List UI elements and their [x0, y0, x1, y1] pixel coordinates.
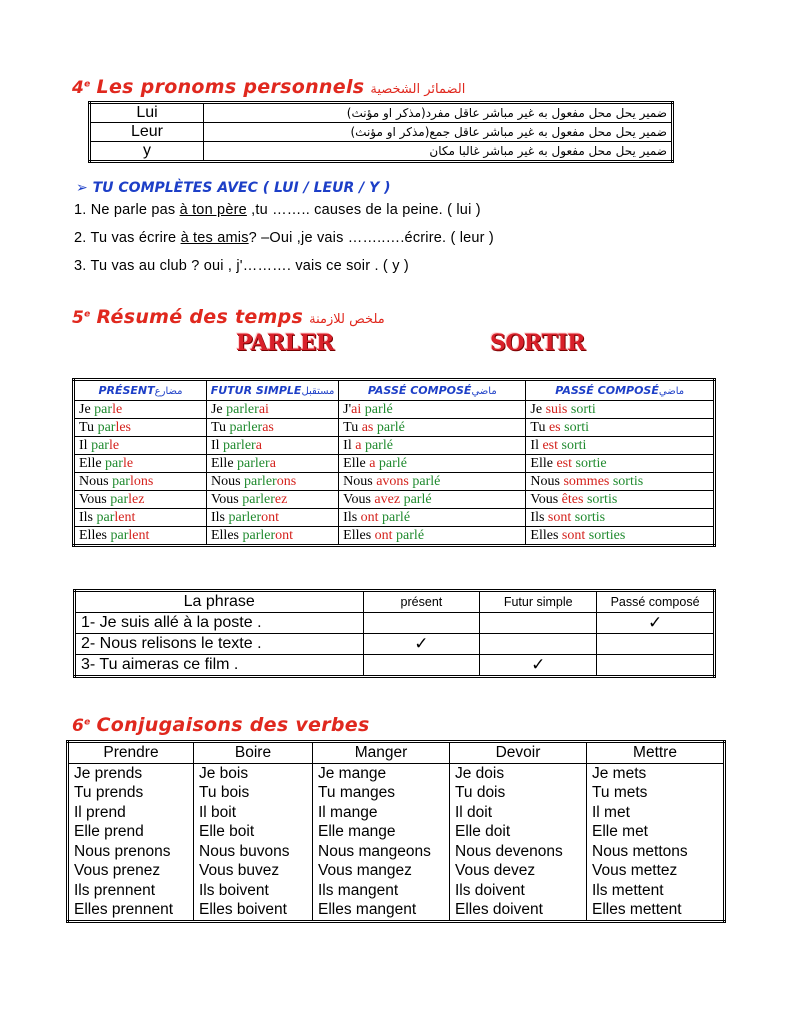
- verb-ending: lent: [114, 509, 136, 525]
- conjugation-cell: Nous mettons: [587, 842, 725, 862]
- tense-cell: [206, 527, 338, 546]
- tense-cell: [526, 419, 715, 437]
- phrase-text: 3- Tu aimeras ce film .: [75, 655, 364, 677]
- subject-pronoun: Nous: [210, 473, 245, 489]
- tense-cell: [74, 401, 207, 419]
- tense-cell: [74, 473, 207, 491]
- tense-row: [74, 473, 715, 491]
- past-participle: parlé: [361, 437, 393, 453]
- conjugation-cell: Elle prend: [68, 823, 194, 843]
- phrase-text: 1- Je suis allé à la poste .: [75, 613, 364, 634]
- tense-header-ar: ماضي: [658, 386, 685, 397]
- verb-root: par: [112, 473, 130, 489]
- verb-ending: ai: [258, 401, 269, 417]
- conjugation-cell: Elle boit: [194, 823, 313, 843]
- verb-stem: [211, 420, 262, 435]
- verb-stem: [79, 402, 112, 417]
- section-4-title: 4e Les pronoms personnels الضمائر الشخصية: [72, 76, 466, 98]
- phrase-header: présent: [363, 591, 480, 613]
- subject-pronoun: Elle: [210, 455, 238, 471]
- tense-header: [526, 380, 715, 401]
- verb-stem: [79, 528, 128, 543]
- tense-check-cell: [480, 634, 597, 655]
- verb-ending: ont: [275, 527, 294, 543]
- tense-header-ar: مستقبل: [301, 386, 335, 397]
- tense-cell: [206, 491, 338, 509]
- verb-ending: le: [108, 437, 120, 453]
- conjugation-cell: Elle mange: [313, 823, 450, 843]
- pronoun-cell: Lui: [90, 103, 204, 123]
- subject-pronoun: Ils: [79, 509, 97, 525]
- subject-pronoun: Tu: [530, 419, 549, 435]
- past-participle: sortis: [609, 473, 644, 489]
- tense-check-cell: [597, 613, 715, 634]
- subject-pronoun: Ils: [210, 509, 229, 525]
- auxiliary-verb: avons: [376, 473, 409, 489]
- conjugation-cell: Vous buvez: [194, 862, 313, 882]
- past-participle: sortis: [583, 491, 618, 507]
- verb-stem: [211, 474, 277, 489]
- tense-cell: [206, 419, 338, 437]
- tense-cell: [526, 527, 715, 546]
- conjugation-cell: Tu prends: [68, 784, 194, 804]
- subject-pronoun: Vous: [210, 491, 243, 507]
- tense-check-cell: [597, 655, 715, 677]
- tense-cell: [339, 401, 526, 419]
- conjugation-cell: Je mets: [587, 764, 725, 784]
- auxiliary-verb: avez: [374, 491, 401, 507]
- conjugation-cell: Ils mettent: [587, 881, 725, 901]
- subject-pronoun: Elles: [530, 527, 562, 543]
- verb-stem: [211, 492, 275, 507]
- verb-ending: lent: [128, 527, 150, 543]
- exercise-underlined: à ton père: [179, 202, 247, 218]
- conjugation-cell: Vous prenez: [68, 862, 194, 882]
- exercise-item: [74, 258, 409, 274]
- tense-cell: [526, 491, 715, 509]
- conjugation-cell: Tu dois: [450, 784, 587, 804]
- verb-ending: ons: [276, 473, 297, 489]
- verb-ending: as: [262, 419, 274, 435]
- verb-stem: [79, 456, 123, 471]
- tense-cell: [339, 473, 526, 491]
- tense-header: [206, 380, 338, 401]
- conjugation-cell: Il doit: [450, 803, 587, 823]
- past-participle: parlé: [373, 419, 405, 435]
- tense-cell: [526, 509, 715, 527]
- subject-pronoun: Vous: [79, 491, 111, 507]
- tense-cell: [206, 455, 338, 473]
- verb-root: parler: [244, 473, 277, 489]
- conjugation-cell: Tu manges: [313, 784, 450, 804]
- auxiliary-verb: sommes: [563, 473, 610, 489]
- phrase-tense-table: [73, 589, 716, 678]
- conjugation-cell: Elles boivent: [194, 901, 313, 922]
- check-icon: ✓: [647, 613, 663, 632]
- verb-header: Mettre: [587, 742, 725, 764]
- tense-cell: [206, 509, 338, 527]
- phrase-header: Futur simple: [480, 591, 597, 613]
- check-icon: ✓: [531, 655, 546, 674]
- exercise-text: ? –Oui ,je vais ……..….écrire. ( leur ): [248, 230, 494, 246]
- exercise-text: ,tu …….. causes de la peine. ( lui ): [246, 202, 481, 218]
- verb-header: Prendre: [68, 742, 194, 764]
- verb-stem: [211, 402, 259, 417]
- tense-cell: [339, 491, 526, 509]
- auxiliary-verb: ont: [374, 527, 393, 543]
- tense-row: [74, 509, 715, 527]
- subject-pronoun: Elle: [530, 455, 557, 471]
- verb-stem: [79, 510, 114, 525]
- pronoun-cell: Leur: [90, 123, 204, 142]
- conjugation-cell: Tu mets: [587, 784, 725, 804]
- verb-root: par: [97, 419, 116, 435]
- conjugation-cell: Il prend: [68, 803, 194, 823]
- conjugation-cell: Je prends: [68, 764, 194, 784]
- verb-title-parler: PARLER: [236, 330, 334, 356]
- tense-header-ar: مضارع: [154, 386, 183, 397]
- section-5-title: 5e Résumé des temps ملخص للازمنة: [72, 306, 385, 328]
- conjugation-cell: Je dois: [450, 764, 587, 784]
- conjugation-cell: Il mange: [313, 803, 450, 823]
- conjugation-row: [68, 862, 725, 882]
- verb-ending: ez: [274, 491, 288, 507]
- conjugation-row: [68, 784, 725, 804]
- verb-ending: les: [115, 419, 132, 435]
- tense-row: [74, 401, 715, 419]
- tense-cell: [526, 401, 715, 419]
- tense-row: [74, 527, 715, 546]
- verb-ending: le: [112, 401, 123, 417]
- tense-header-fr: FUTUR SIMPLE: [210, 384, 302, 397]
- subject-pronoun: Tu: [79, 419, 98, 435]
- section-6-title: 6e Conjugaisons des verbes: [72, 714, 370, 736]
- past-participle: sortis: [571, 509, 606, 525]
- verb-stem: [211, 456, 270, 471]
- auxiliary-verb: ont: [360, 509, 379, 525]
- tense-summary-table: [72, 378, 716, 547]
- verb-header: Boire: [194, 742, 313, 764]
- conjugation-cell: Vous devez: [450, 862, 587, 882]
- phrase-header: La phrase: [75, 591, 364, 613]
- tense-check-cell: [480, 613, 597, 634]
- conjugation-cell: Vous mettez: [587, 862, 725, 882]
- pronoun-cell: y: [90, 142, 204, 162]
- conjugation-cell: Elles mettent: [587, 901, 725, 922]
- conjugation-row: [68, 901, 725, 922]
- conjugation-table: [66, 740, 726, 923]
- tense-header-fr: PASSÉ COMPOSÉ: [555, 384, 659, 397]
- conjugation-cell: Il boit: [194, 803, 313, 823]
- pronoun-description: ضمير يحل محل مفعول به غير مباشر عاقل جمع(مذكر او مؤنث): [204, 123, 673, 142]
- conjugation-cell: Elles prennent: [68, 901, 194, 922]
- pronoun-description: ضمير يحل محل مفعول به غير مباشر غالبا مكان: [204, 142, 673, 162]
- tense-row: [74, 419, 715, 437]
- tense-header-fr: PASSÉ COMPOSÉ: [367, 384, 472, 397]
- subject-pronoun: Elle: [79, 455, 106, 471]
- verb-root: par: [110, 527, 129, 543]
- verb-stem: [79, 474, 130, 489]
- subject-pronoun: Elles: [343, 527, 375, 543]
- verb-stem: [211, 528, 275, 543]
- subject-pronoun: Nous: [343, 473, 377, 489]
- tense-cell: [339, 437, 526, 455]
- verb-stem: [211, 510, 261, 525]
- conjugation-cell: Vous mangez: [313, 862, 450, 882]
- past-participle: sorti: [560, 419, 590, 435]
- subject-pronoun: Tu: [210, 419, 230, 435]
- subject-pronoun: Je: [210, 401, 227, 417]
- verb-title-sortir: SORTIR: [490, 330, 585, 356]
- past-participle: parlé: [361, 401, 393, 417]
- verb-stem: [79, 420, 115, 435]
- tense-cell: [339, 527, 526, 546]
- phrase-row: [75, 613, 715, 634]
- subject-pronoun: J': [343, 401, 352, 417]
- conjugation-cell: Nous prenons: [68, 842, 194, 862]
- exercise-underlined: à tes amis: [180, 230, 249, 246]
- conjugation-row: [68, 881, 725, 901]
- auxiliary-verb: a: [355, 437, 362, 453]
- verb-root: parler: [226, 401, 259, 417]
- tense-cell: [339, 455, 526, 473]
- verb-root: parler: [229, 419, 263, 435]
- subject-pronoun: Il: [343, 437, 356, 453]
- verb-ending: a: [269, 455, 276, 471]
- auxiliary-verb: est: [556, 455, 573, 471]
- past-participle: parlé: [408, 473, 441, 489]
- past-participle: parlé: [378, 509, 411, 525]
- conjugation-row: [68, 842, 725, 862]
- conjugation-cell: Ils doivent: [450, 881, 587, 901]
- tense-header-fr: PRÉSENT: [98, 384, 155, 397]
- subject-pronoun: Vous: [530, 491, 562, 507]
- verb-root: parler: [237, 455, 270, 471]
- subject-pronoun: Je: [79, 401, 95, 417]
- conjugation-row: [68, 803, 725, 823]
- verb-ending: lons: [129, 473, 154, 489]
- verb-root: par: [105, 455, 123, 471]
- subject-pronoun: Elles: [210, 527, 243, 543]
- subject-pronoun: Elles: [79, 527, 111, 543]
- verb-root: parler: [242, 527, 276, 543]
- tense-cell: [74, 491, 207, 509]
- verb-stem: [79, 438, 109, 453]
- tense-check-cell: [363, 634, 480, 655]
- past-participle: sorti: [567, 401, 596, 417]
- tense-cell: [339, 509, 526, 527]
- past-participle: parlé: [375, 455, 407, 471]
- verb-root: par: [110, 491, 129, 507]
- auxiliary-verb: êtes: [561, 491, 584, 507]
- tense-row: [74, 491, 715, 509]
- subject-pronoun: Il: [79, 437, 92, 453]
- verb-ending: le: [122, 455, 134, 471]
- auxiliary-verb: est: [542, 437, 559, 453]
- tense-cell: [206, 401, 338, 419]
- conjugation-cell: Je mange: [313, 764, 450, 784]
- tense-check-cell: [363, 655, 480, 677]
- verb-ending: lez: [128, 491, 145, 507]
- exercise-heading: ➢ TU COMPLÈTES AVEC ( LUI / LEUR / Y ): [76, 180, 391, 196]
- phrase-header: Passé composé: [597, 591, 715, 613]
- tense-check-cell: [363, 613, 480, 634]
- auxiliary-verb: sont: [561, 527, 586, 543]
- pronoun-row: [90, 123, 673, 142]
- conjugation-cell: Il met: [587, 803, 725, 823]
- pronoun-description: ضمير يحل محل مفعول به غير مباشر عاقل مفرد(مذكر او مؤنث): [204, 103, 673, 123]
- exercise-text: 1. Ne parle pas: [74, 202, 180, 218]
- conjugation-cell: Nous devenons: [450, 842, 587, 862]
- pronoun-row: [90, 142, 673, 162]
- verb-stem: [79, 492, 128, 507]
- conjugation-cell: Elles mangent: [313, 901, 450, 922]
- pronoun-table: [88, 101, 674, 163]
- conjugation-cell: Ils prennent: [68, 881, 194, 901]
- phrase-text: 2- Nous relisons le texte .: [75, 634, 364, 655]
- subject-pronoun: Ils: [343, 509, 361, 525]
- conjugation-cell: Je bois: [194, 764, 313, 784]
- verb-root: parler: [223, 437, 256, 453]
- past-participle: sorties: [585, 527, 626, 543]
- conjugation-cell: Tu bois: [194, 784, 313, 804]
- verb-header: Devoir: [450, 742, 587, 764]
- verb-header: Manger: [313, 742, 450, 764]
- exercise-text: 3. Tu vas au club ? oui , j'………. vais ce soir . ( y ): [74, 258, 409, 274]
- phrase-row: [75, 634, 715, 655]
- tense-header: [339, 380, 526, 401]
- subject-pronoun: Il: [210, 437, 224, 453]
- conjugation-cell: Elles doivent: [450, 901, 587, 922]
- tense-cell: [74, 455, 207, 473]
- past-participle: sortie: [572, 455, 607, 471]
- verb-root: par: [91, 437, 109, 453]
- subject-pronoun: Vous: [343, 491, 375, 507]
- conjugation-cell: Nous buvons: [194, 842, 313, 862]
- auxiliary-verb: es: [548, 419, 561, 435]
- tense-check-cell: [480, 655, 597, 677]
- auxiliary-verb: suis: [545, 401, 568, 417]
- conjugation-row: [68, 823, 725, 843]
- auxiliary-verb: ai: [351, 401, 362, 417]
- conjugation-cell: Nous mangeons: [313, 842, 450, 862]
- subject-pronoun: Il: [530, 437, 543, 453]
- conjugation-cell: Elle met: [587, 823, 725, 843]
- subject-pronoun: Ils: [530, 509, 548, 525]
- subject-pronoun: Nous: [79, 473, 113, 489]
- tense-cell: [206, 437, 338, 455]
- past-participle: parlé: [392, 527, 425, 543]
- verb-root: parler: [228, 509, 262, 525]
- pronoun-row: [90, 103, 673, 123]
- tense-header-ar: ماضي: [471, 386, 497, 397]
- tense-cell: [74, 437, 207, 455]
- tense-cell: [74, 527, 207, 546]
- past-participle: parlé: [400, 491, 432, 507]
- subject-pronoun: Je: [530, 401, 546, 417]
- tense-header: [74, 380, 207, 401]
- verb-ending: ont: [261, 509, 280, 525]
- conjugation-row: [68, 764, 725, 784]
- check-icon: ✓: [414, 634, 429, 653]
- conjugation-cell: Ils boivent: [194, 881, 313, 901]
- auxiliary-verb: as: [361, 419, 374, 435]
- subject-pronoun: Tu: [343, 419, 362, 435]
- phrase-header-row: [75, 591, 715, 613]
- tense-row: [74, 455, 715, 473]
- auxiliary-verb: sont: [547, 509, 572, 525]
- exercise-item: [74, 230, 494, 246]
- tense-row: [74, 437, 715, 455]
- tense-cell: [74, 419, 207, 437]
- tense-cell: [526, 473, 715, 491]
- exercise-item: [74, 202, 481, 218]
- subject-pronoun: Nous: [530, 473, 564, 489]
- verb-root: par: [94, 401, 113, 417]
- tense-cell: [526, 455, 715, 473]
- subject-pronoun: Elle: [343, 455, 370, 471]
- conjugation-cell: Ils mangent: [313, 881, 450, 901]
- verb-root: par: [96, 509, 115, 525]
- verb-ending: a: [255, 437, 262, 453]
- tense-cell: [206, 473, 338, 491]
- past-participle: sorti: [558, 437, 587, 453]
- tense-check-cell: [597, 634, 715, 655]
- conjugation-cell: Elle doit: [450, 823, 587, 843]
- tense-cell: [74, 509, 207, 527]
- verb-stem: [211, 438, 256, 453]
- tense-cell: [526, 437, 715, 455]
- tense-cell: [339, 419, 526, 437]
- verb-root: parler: [242, 491, 275, 507]
- auxiliary-verb: a: [369, 455, 376, 471]
- phrase-row: [75, 655, 715, 677]
- exercise-text: 2. Tu vas écrire: [74, 230, 181, 246]
